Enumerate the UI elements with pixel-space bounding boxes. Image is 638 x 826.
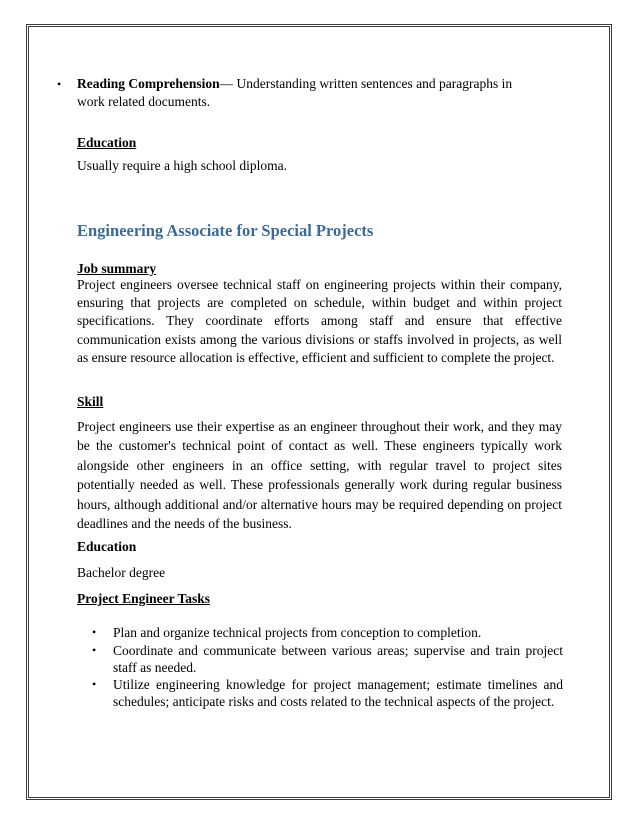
job-summary-heading: Job summary	[77, 261, 157, 276]
bullet-dot: •	[57, 77, 62, 91]
education-heading: Education	[77, 135, 137, 150]
task-item: Plan and organize technical projects from conception to completion.	[113, 625, 482, 640]
job-summary-text: Project engineers oversee technical staff on engineering projects within their company, ensuring that projects are completed on schedule, within budget and within project specifications. They coordinate efforts among staff and ensure that effective communication exists among the various divisions or staffs involved in projects, as well as ensure resource allocation is effective, efficient and sufficient to complete the project.	[77, 277, 562, 365]
task-bullet: •	[92, 625, 97, 639]
reading-comprehension-line2: work related documents.	[77, 94, 211, 109]
reading-comprehension-desc: — Understanding written sentences and paragraphs in	[219, 76, 513, 91]
job-title: Engineering Associate for Special Projects	[77, 221, 374, 240]
education-text: Usually require a high school diploma.	[77, 158, 287, 173]
task-bullet: •	[92, 677, 97, 691]
task-bullet: •	[92, 643, 97, 657]
reading-comprehension-line1	[77, 75, 512, 93]
tasks-heading: Project Engineer Tasks	[77, 591, 211, 606]
task-item: Utilize engineering knowledge for project management; estimate timelines and schedules; anticipate risks and costs related to the technical aspects of the project.	[113, 677, 563, 709]
task-item: Coordinate and communicate between various areas; supervise and train project staff as needed.	[113, 643, 563, 675]
education-heading-2: Education	[77, 539, 137, 554]
skill-heading: Skill	[77, 394, 104, 409]
reading-comprehension-term: Reading Comprehension	[77, 76, 220, 91]
skill-text: Project engineers use their expertise as an engineer throughout their work, and they may be the customer's technical point of contact as well. These engineers typically work alongside other engineers in an office setting, with regular travel to project sites potentially needed as well. These professionals generally work during regular business hours, although additional and/or alternative hours may be required depending on project deadlines and the needs of the business.	[77, 419, 562, 532]
education-text-2: Bachelor degree	[77, 565, 166, 580]
